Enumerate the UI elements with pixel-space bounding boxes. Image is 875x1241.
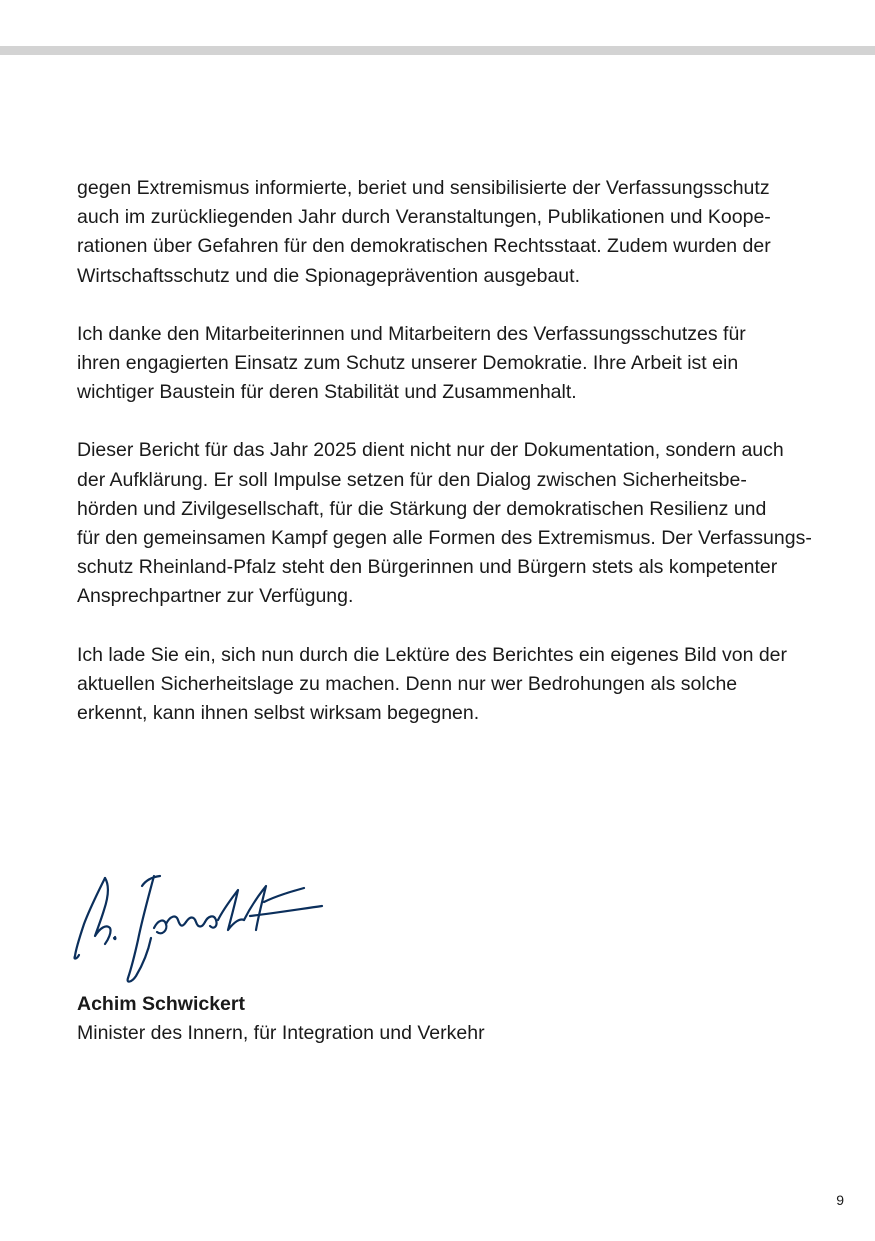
paragraph-line: Dieser Bericht für das Jahr 2025 dient nicht nur der Dokumentation, sondern auch: [77, 439, 784, 462]
paragraph-line: rationen über Gefahren für den demokratischen Rechtsstaat. Zudem wurden der: [77, 235, 771, 258]
page-number: 9: [836, 1192, 844, 1208]
paragraph-line: aktuellen Sicherheitslage zu machen. Denn nur wer Bedrohungen als solche: [77, 672, 738, 695]
paragraph-line: Wirtschaftsschutz und die Spionageprävention ausgebaut.: [77, 264, 580, 287]
paragraph-2: [77, 320, 799, 408]
paragraph-line: der Aufklärung. Er soll Impulse setzen für den Dialog zwischen Sicherheitsbe-: [77, 468, 747, 491]
signature-image: [68, 868, 332, 990]
paragraph-line: hörden und Zivilgesellschaft, für die Stärkung der demokratischen Resilienz und: [77, 497, 767, 520]
top-rule: [0, 46, 875, 55]
paragraph-4: [77, 641, 799, 729]
signatory-role: Minister des Innern, für Integration und Verkehr: [77, 1022, 485, 1044]
paragraph-line: Ansprechpartner zur Verfügung.: [77, 585, 354, 608]
paragraph-1: [77, 174, 799, 291]
body-text: [77, 174, 812, 757]
paragraph-line: gegen Extremismus informierte, beriet und sensibilisierte der Verfassungsschutz: [77, 177, 770, 199]
signatory-name: Achim Schwickert: [77, 993, 245, 1015]
paragraph-line: erkennt, kann ihnen selbst wirksam begegnen.: [77, 702, 480, 725]
paragraph-line: auch im zurückliegenden Jahr durch Veranstaltungen, Publikationen und Koope-: [77, 206, 771, 229]
paragraph-line: Ich lade Sie ein, sich nun durch die Lektüre des Berichtes ein eigenes Bild von der: [77, 643, 788, 666]
paragraph-line: ihren engagierten Einsatz zum Schutz unserer Demokratie. Ihre Arbeit ist ein: [77, 352, 739, 375]
paragraph-line: für den gemeinsamen Kampf gegen alle Formen des Extremismus. Der Verfassungs-: [77, 527, 812, 550]
paragraph-line: Ich danke den Mitarbeiterinnen und Mitarbeitern des Verfassungsschutzes für: [77, 322, 746, 345]
paragraph-3: [77, 436, 812, 611]
paragraph-line: schutz Rheinland-Pfalz steht den Bürgerinnen und Bürgern stets als kompetenter: [77, 556, 778, 579]
paragraph-line: wichtiger Baustein für deren Stabilität und Zusammenhalt.: [77, 381, 577, 404]
